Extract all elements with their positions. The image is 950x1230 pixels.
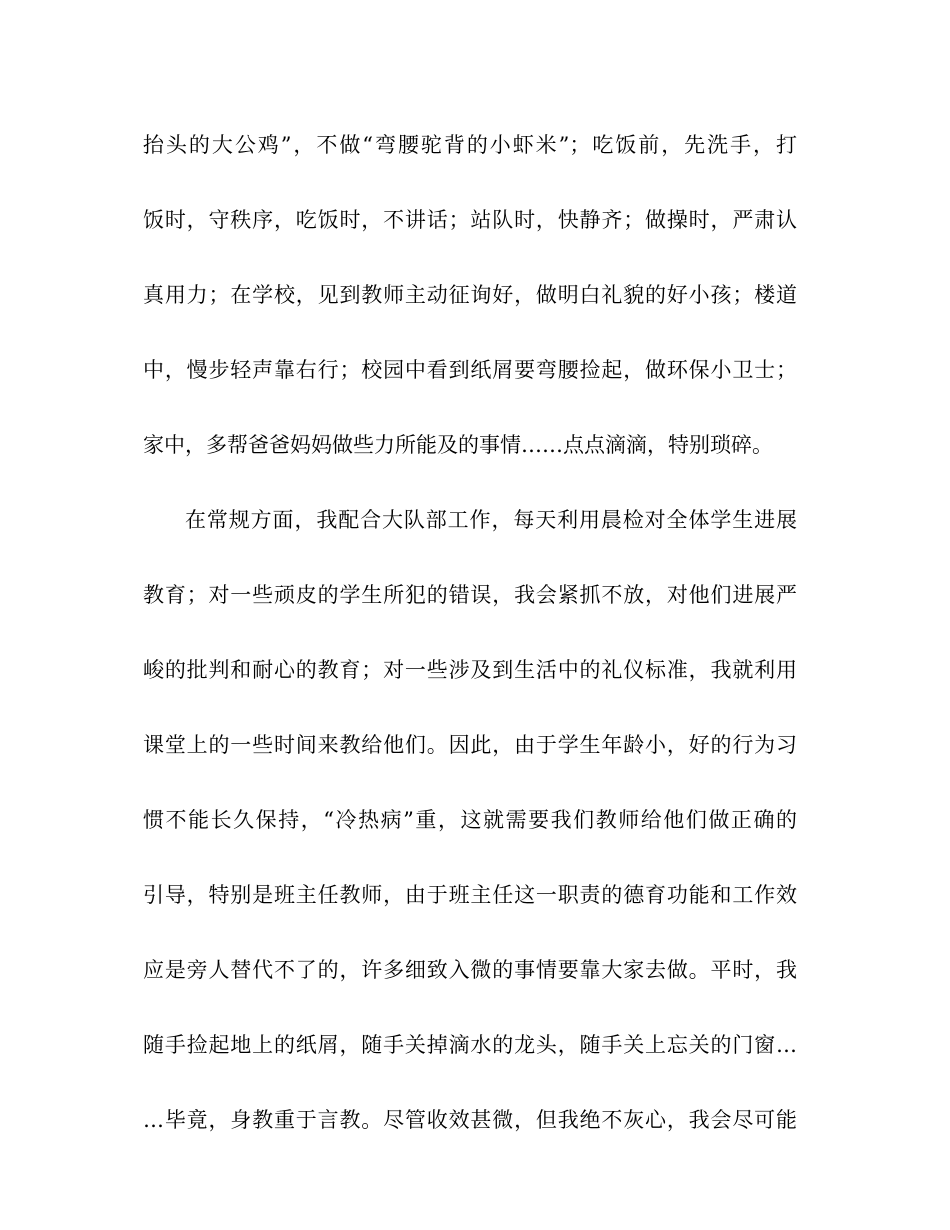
text-line: …毕竟，身教重于言教。尽管收效甚微，但我绝不灰心，我会尽可能 xyxy=(143,1108,797,1132)
text-line: 真用力；在学校，见到教师主动征询好，做明白礼貌的好小孩；楼道 xyxy=(143,283,797,307)
paragraph-first-line: 在常规方面，我配合大队部工作，每天利用晨检对全体学生进展 xyxy=(185,508,797,532)
text-line: 课堂上的一些时间来教给他们。因此，由于学生年龄小，好的行为习 xyxy=(143,733,797,757)
text-line: 引导，特别是班主任教师，由于班主任这一职责的德育功能和工作效 xyxy=(143,883,797,907)
text-line: 应是旁人替代不了的，许多细致入微的事情要靠大家去做。平时，我 xyxy=(143,958,797,982)
text-line: 饭时，守秩序，吃饭时，不讲话；站队时，快静齐；做操时，严肃认 xyxy=(143,208,797,232)
text-line: 随手捡起地上的纸屑，随手关掉滴水的龙头，随手关上忘关的门窗… xyxy=(143,1033,797,1057)
text-line: 教育；对一些顽皮的学生所犯的错误，我会紧抓不放，对他们进展严 xyxy=(143,583,797,607)
body-text xyxy=(143,120,797,1170)
text-line: 抬头的大公鸡”，不做“弯腰驼背的小虾米”；吃饭前，先洗手，打 xyxy=(143,133,797,157)
text-line: 惯不能长久保持，“冷热病”重，这就需要我们教师给他们做正确的 xyxy=(143,808,797,832)
text-line: 中，慢步轻声靠右行；校园中看到纸屑要弯腰捡起，做环保小卫士； xyxy=(143,358,797,382)
text-line: 家中，多帮爸爸妈妈做些力所能及的事情……点点滴滴，特别琐碎。 xyxy=(143,433,773,457)
text-line: 峻的批判和耐心的教育；对一些涉及到生活中的礼仪标准，我就利用 xyxy=(143,658,797,682)
